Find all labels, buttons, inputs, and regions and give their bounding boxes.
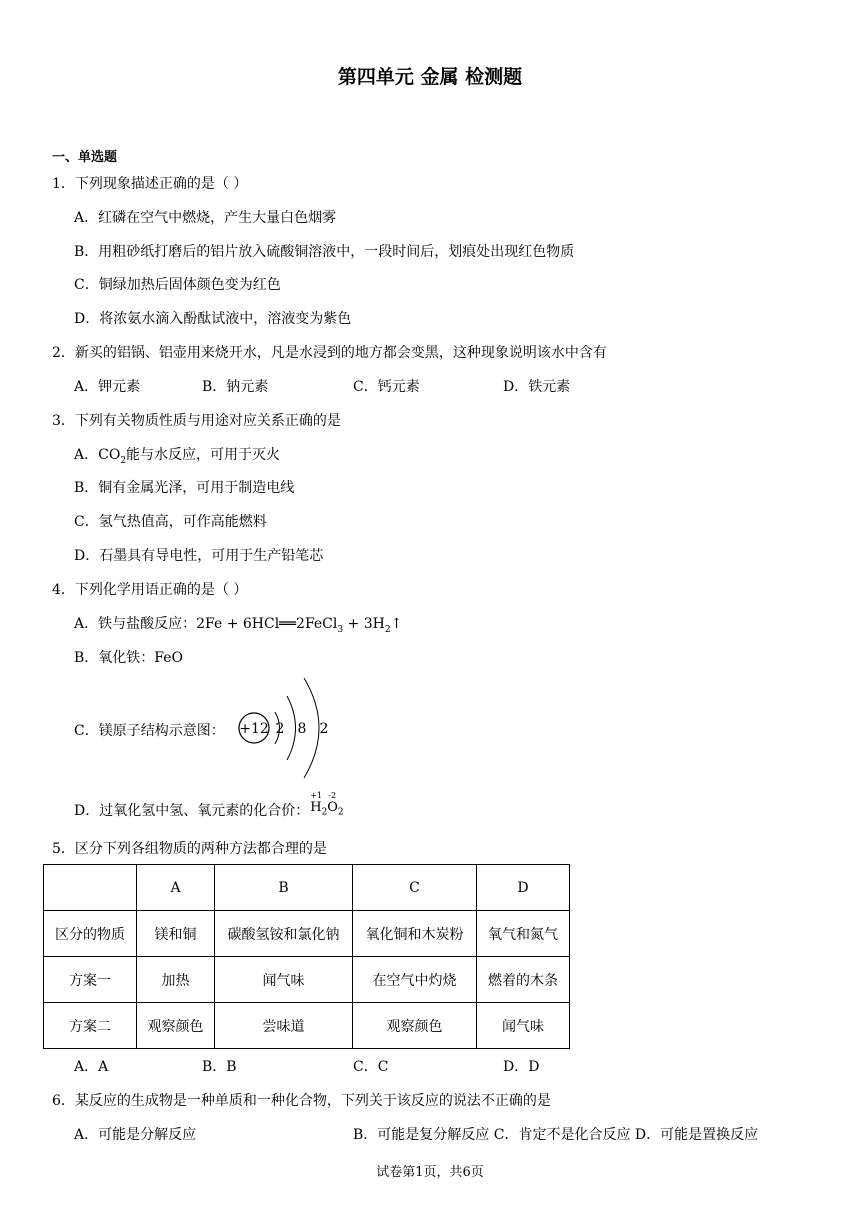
oxygen-valence: -2 bbox=[328, 791, 337, 800]
question-1-stem: 1．下列现象描述正确的是（ ） bbox=[52, 176, 248, 192]
table-cell: 尝味道 bbox=[215, 1003, 353, 1049]
table-cell: 闻气味 bbox=[477, 1003, 570, 1049]
question-2-option-c: C．钙元素 bbox=[353, 379, 420, 395]
question-2-option-a: A．钾元素 bbox=[74, 379, 141, 395]
table-cell: 闻气味 bbox=[215, 957, 353, 1003]
magnesium-atom-diagram bbox=[232, 672, 342, 784]
shell-1-electrons: 2 bbox=[275, 721, 285, 737]
question-1-option-b: B．用粗砂纸打磨后的铝片放入硫酸铜溶液中，一段时间后，划痕处出现红色物质 bbox=[74, 244, 575, 260]
question-1-option-a: A．红磷在空气中燃烧，产生大量白色烟雾 bbox=[74, 210, 337, 226]
table-row bbox=[44, 865, 570, 911]
table-cell: 碳酸氢铵和氯化钠 bbox=[215, 911, 353, 957]
table-row bbox=[44, 957, 570, 1003]
question-2-option-d: D．铁元素 bbox=[503, 379, 571, 395]
table-row bbox=[44, 911, 570, 957]
hydrogen-peroxide-formula bbox=[309, 791, 345, 818]
table-cell: 在空气中灼烧 bbox=[353, 957, 477, 1003]
oxygen-symbol: $O_2$ bbox=[327, 800, 344, 818]
shell-3-electrons: 2 bbox=[319, 721, 329, 737]
table-cell: 镁和铜 bbox=[137, 911, 215, 957]
question-5-option-a: A．A bbox=[74, 1059, 109, 1075]
table-cell: 氧气和氮气 bbox=[477, 911, 570, 957]
question-4-stem: 4．下列化学用语正确的是（ ） bbox=[52, 582, 248, 598]
table-cell bbox=[44, 865, 137, 911]
shell-2-electrons: 8 bbox=[297, 721, 307, 737]
question-3-option-d: D．石墨具有导电性，可用于生产铅笔芯 bbox=[74, 548, 324, 564]
table-cell: 燃着的木条 bbox=[477, 957, 570, 1003]
hydrogen-symbol: $H_2$ bbox=[310, 800, 328, 818]
table-cell: 氧化铜和木炭粉 bbox=[353, 911, 477, 957]
question-4-option-d: D．过氧化氢中氢、氧元素的化合价： +1 $H_2$ -2 $O_2$ bbox=[74, 791, 344, 819]
table-cell: 加热 bbox=[137, 957, 215, 1003]
question-5-stem: 5．区分下列各组物质的两种方法都合理的是 bbox=[52, 841, 327, 857]
table-row bbox=[44, 1003, 570, 1049]
electron-shell-2 bbox=[287, 696, 296, 760]
question-4-option-b: B．氧化铁：FeO bbox=[74, 650, 183, 666]
question-6-option-a: A．可能是分解反应 bbox=[74, 1127, 197, 1143]
question-1-option-d: D．将浓氨水滴入酚酞试液中，溶液变为紫色 bbox=[74, 311, 352, 327]
table-cell: 观察颜色 bbox=[137, 1003, 215, 1049]
question-3-option-a: A．$CO_2$能与水反应，可用于灭火 bbox=[74, 447, 281, 466]
table-cell: D bbox=[477, 865, 570, 911]
question-5-option-d: D．D bbox=[503, 1059, 540, 1075]
page-title: 第四单元 金属 检测题 bbox=[337, 66, 523, 88]
question-3-option-b: B．铜有金属光泽，可用于制造电线 bbox=[74, 480, 295, 496]
table-cell: 区分的物质 bbox=[44, 911, 137, 957]
question-5-option-c: C．C bbox=[353, 1059, 389, 1075]
hydrogen-valence: +1 bbox=[310, 791, 323, 800]
question-6-options-bcd: B．可能是复分解反应 C．肯定不是化合反应 D．可能是置换反应 bbox=[353, 1127, 759, 1143]
table-cell: 观察颜色 bbox=[353, 1003, 477, 1049]
question-4-option-c: C．镁原子结构示意图： bbox=[74, 723, 225, 739]
table-cell: 方案一 bbox=[44, 957, 137, 1003]
table-cell: C bbox=[353, 865, 477, 911]
question-2-stem: 2．新买的铝锅、铝壶用来烧开水，凡是水浸到的地方都会变黑，这种现象说明该水中含有 bbox=[52, 345, 607, 361]
table-cell: 方案二 bbox=[44, 1003, 137, 1049]
question-1-option-c: C．铜绿加热后固体颜色变为红色 bbox=[74, 277, 281, 293]
question-3-stem: 3．下列有关物质性质与用途对应关系正确的是 bbox=[52, 413, 341, 429]
question-2-option-b: B．钠元素 bbox=[202, 379, 269, 395]
page-footer: 试卷第1页，共6页 bbox=[376, 1165, 484, 1180]
table-cell: B bbox=[215, 865, 353, 911]
nucleus-charge: +12 bbox=[239, 721, 269, 737]
question-6-stem: 6．某反应的生成物是一种单质和一种化合物，下列关于该反应的说法不正确的是 bbox=[52, 1093, 551, 1109]
section-heading: 一、单选题 bbox=[52, 150, 118, 165]
question-5-option-b: B．B bbox=[202, 1059, 237, 1075]
question-4-option-a: A．铁与盐酸反应：2Fe + 6HCl══2FeCl$_3$ + $3H_2↑$ bbox=[74, 616, 403, 635]
table-cell: A bbox=[137, 865, 215, 911]
question-3-option-c: C．氢气热值高，可作高能燃料 bbox=[74, 514, 267, 530]
comparison-table bbox=[43, 864, 570, 1049]
